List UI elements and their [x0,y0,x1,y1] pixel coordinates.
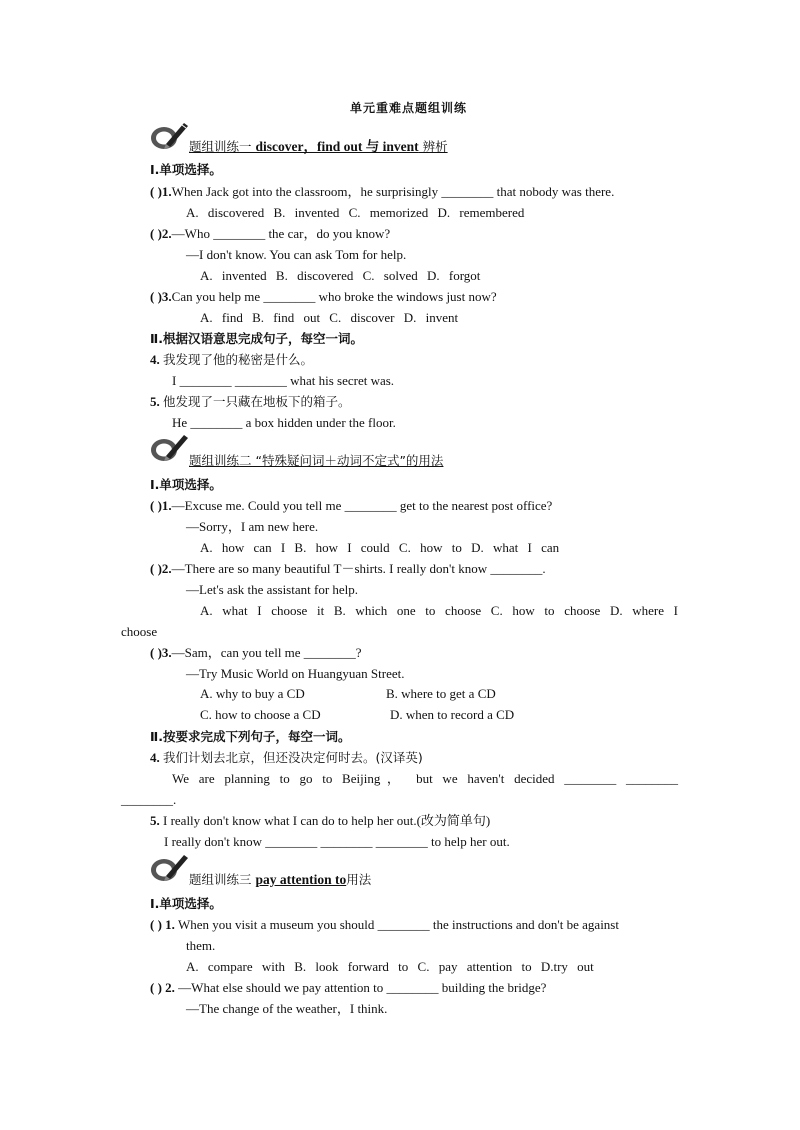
group3-heading [189,872,371,888]
g1-q2-reply: —I don't know. You can ask Tom for help. [186,247,407,262]
g2-q3-opt-d: D. when to record a CD [390,707,515,722]
g1-q2-text: —Who ________ the car，do you know? [171,226,391,241]
g3-q1 [150,917,619,933]
g2-fill5-num: 5. [150,813,160,828]
g2-q3-opt-c: C. how to choose a CD [200,707,321,722]
g3-q2 [150,980,546,996]
g1-fill5-en: He ________ a box hidden under the floor. [172,415,396,430]
g2-fill4-num: 4. [150,750,160,765]
group2-part2-label: Ⅱ.按要求完成下列句子，每空一词。 [150,729,351,744]
pencil-feather-icon [150,118,190,152]
g2-q3-opt-a: A. why to buy a CD [200,686,305,701]
g1-fill4-cn-text: 我发现了他的秘密是什么。 [163,352,314,367]
group3-heading-main: pay attention to [255,872,347,887]
g2-q3-num: ( )3. [150,645,172,660]
g2-q2 [150,561,546,577]
pencil-feather-icon [150,430,190,464]
group1-part1-label: Ⅰ.单项选择。 [150,162,222,177]
group1-heading-suffix: 辨析 [418,139,448,154]
g2-fill5-text: I really don't know what I can do to help her out.(改为简单句) [163,813,491,828]
g1-q3-num: ( )3. [150,289,172,304]
group2-part1-label: Ⅰ.单项选择。 [150,477,222,492]
g2-q1-num: ( )1. [150,498,172,513]
g2-q1 [150,498,552,514]
group1-part2-label: Ⅱ.根据汉语意思完成句子，每空一词。 [150,331,363,346]
g1-q1-options: A. discovered B. invented C. memorized D. remembered [186,205,525,220]
g2-fill5-en: I really don't know ________ ________ ________ to help her out. [164,834,510,849]
g1-q1-text: When Jack got into the classroom，he surprisingly ________ that nobody was there. [171,184,615,199]
g2-q2-num: ( )2. [150,561,172,576]
group1-heading-prefix: 题组训练一 [189,139,256,154]
g2-fill5 [150,813,490,829]
g2-fill4-cn-text: 我们计划去北京，但还没决定何时去。(汉译英) [163,750,423,765]
g1-q1-num: ( )1. [150,184,172,199]
group1-heading [189,139,448,155]
page-title: 单元重难点题组训练 [350,101,468,115]
g3-q1-text: When you visit a museum you should ________ the instructions and don't be against [177,917,619,932]
g2-q3 [150,645,362,661]
pencil-feather-icon [150,850,190,884]
g2-q3-reply: —Try Music World on Huangyuan Street. [186,666,405,681]
g2-fill4-en-wrap: ________. [121,792,177,807]
g1-q3 [150,289,497,305]
g1-q2-num: ( )2. [150,226,172,241]
g2-fill4-cn [150,750,423,766]
g2-q2-options: A. what I choose it B. which one to choose C. how to choose D. where I [200,603,678,618]
g1-fill5-cn [150,394,351,410]
g2-q3-text: —Sam，can you tell me ________? [171,645,362,660]
g1-q1 [150,184,614,200]
group3-part1-label: Ⅰ.单项选择。 [150,896,222,911]
g2-fill4-en: We are planning to go to Beijing， but we haven't decided ________ ________ [172,771,678,786]
g3-q1-options: A. compare with B. look forward to C. pay attention to D.try out [186,959,594,974]
g1-fill5-num: 5. [150,394,160,409]
g3-q2-reply: —The change of the weather，I think. [186,1001,388,1016]
g1-q2-options: A. invented B. discovered C. solved D. forgot [200,268,481,283]
g1-fill4-cn [150,352,313,368]
g2-q1-text: —Excuse me. Could you tell me ________ get to the nearest post office? [171,498,553,513]
g3-q1-num: ( ) 1. [150,917,175,932]
g3-q2-num: ( ) 2. [150,980,175,995]
g2-q2-reply: —Let's ask the assistant for help. [186,582,359,597]
g2-q2-text: —There are so many beautiful T－shirts. I really don't know ________. [171,561,546,576]
g1-q2 [150,226,390,242]
g2-q1-options: A. how can I B. how I could C. how to D. what I can [200,540,560,555]
group1-heading-main: discover，find out 与 invent [255,139,419,154]
group2-heading: 题组训练二 “特殊疑问词＋动词不定式”的用法 [189,453,444,468]
g1-q3-options: A. find B. find out C. discover D. invent [200,310,459,325]
g2-q2-options-wrap: choose [121,624,158,639]
g2-q3-opt-b: B. where to get a CD [386,686,496,701]
g3-q1-wrap: them. [186,938,216,953]
g1-q3-text: Can you help me ________ who broke the windows just now? [171,289,497,304]
group3-heading-suffix: 用法 [346,872,372,887]
g3-q2-text: —What else should we pay attention to ________ building the bridge? [178,980,547,995]
g1-fill4-num: 4. [150,352,160,367]
g1-fill4-en: I ________ ________ what his secret was. [172,373,395,388]
g1-fill5-cn-text: 他发现了一只藏在地板下的箱子。 [163,394,351,409]
group3-heading-prefix: 题组训练三 [189,872,256,887]
g2-q1-reply: —Sorry，I am new here. [186,519,319,534]
